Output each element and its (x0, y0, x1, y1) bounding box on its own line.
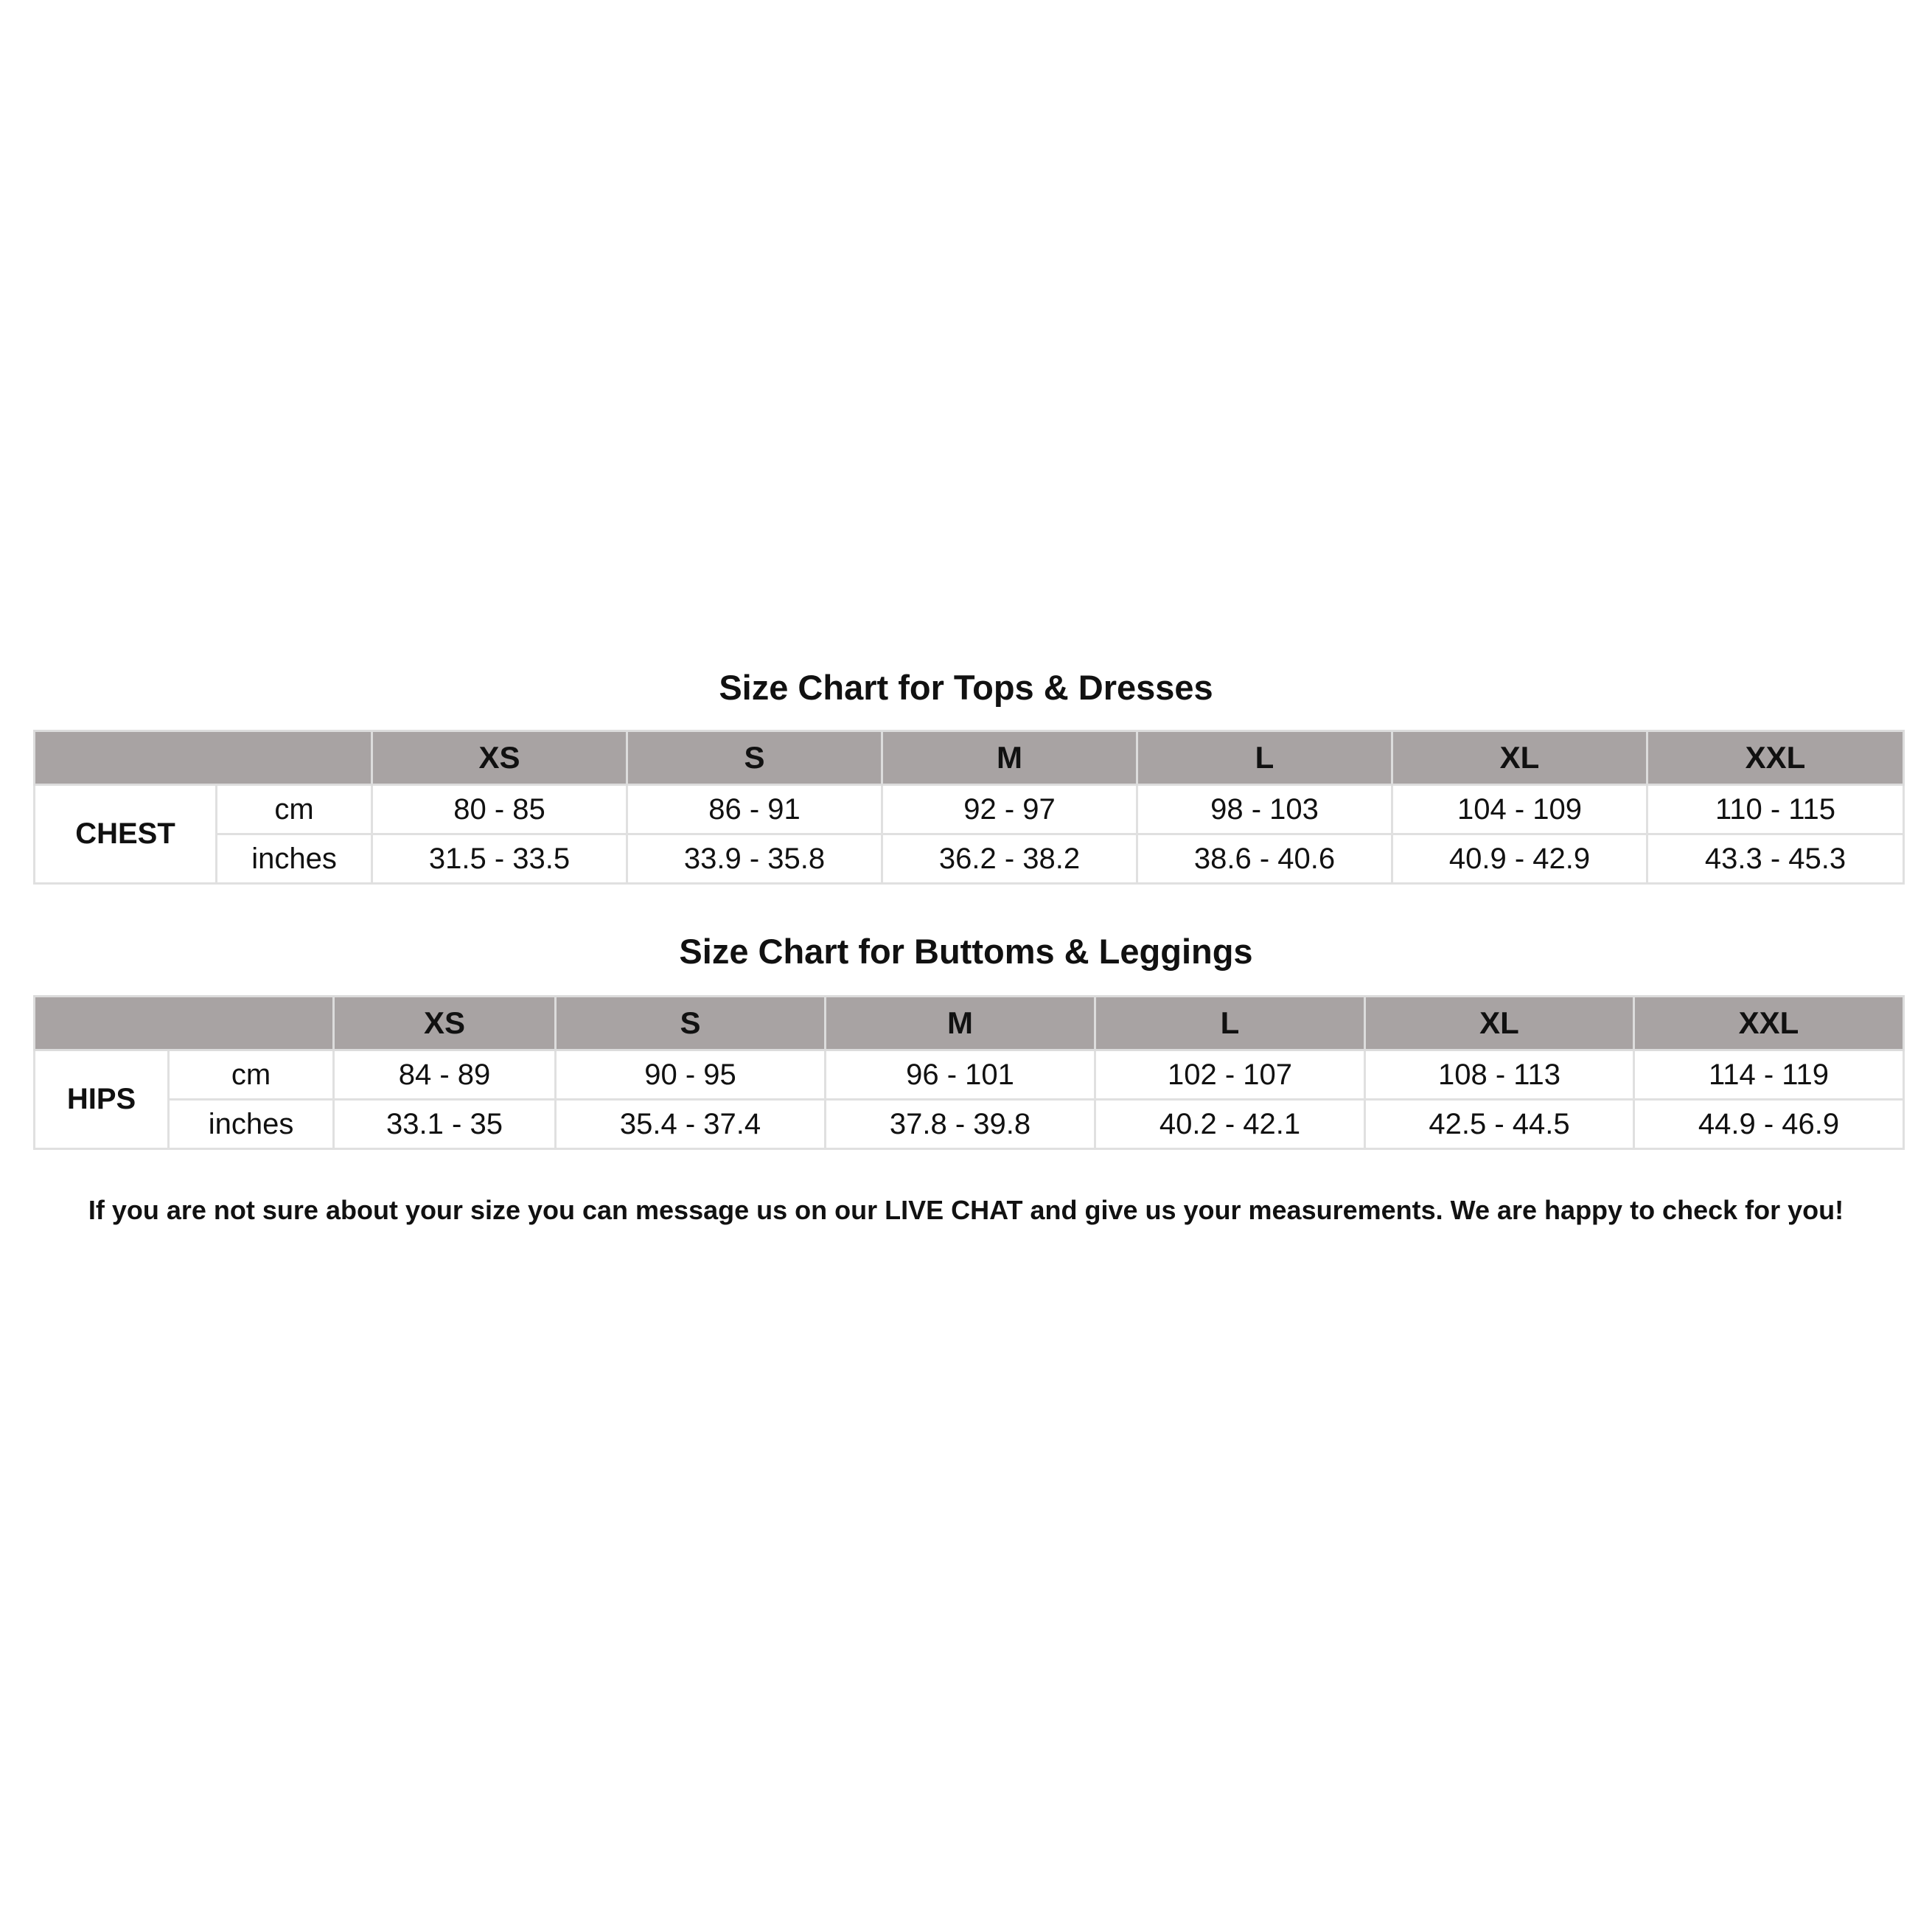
table-cell: 90 - 95 (556, 1050, 826, 1100)
bottoms-size-header: XL (1365, 997, 1634, 1050)
unit-label: cm (217, 785, 372, 834)
tops-measure-label: CHEST (35, 785, 217, 884)
size-help-note: If you are not sure about your size you can message us on our LIVE CHAT and give us your measurements. We are happy to check for you! (88, 1195, 1844, 1225)
table-cell: 36.2 - 38.2 (882, 834, 1137, 884)
tops-size-header: L (1137, 731, 1392, 785)
bottoms-chart-title: Size Chart for Buttoms & Leggings (679, 932, 1253, 971)
table-cell: 104 - 109 (1392, 785, 1647, 834)
unit-label: inches (217, 834, 372, 884)
bottoms-size-header: XS (334, 997, 556, 1050)
tops-chart-title: Size Chart for Tops & Dresses (719, 668, 1213, 707)
table-cell: 43.3 - 45.3 (1647, 834, 1904, 884)
table-cell: 84 - 89 (334, 1050, 556, 1100)
unit-label: inches (169, 1100, 334, 1149)
bottoms-size-header: S (556, 997, 826, 1050)
table-cell: 31.5 - 33.5 (372, 834, 627, 884)
table-cell: 110 - 115 (1647, 785, 1904, 834)
table-cell: 38.6 - 40.6 (1137, 834, 1392, 884)
unit-label: cm (169, 1050, 334, 1100)
tops-size-header: XXL (1647, 731, 1904, 785)
tops-cm-row (35, 785, 1904, 834)
bottoms-size-header: M (826, 997, 1095, 1050)
tops-size-table (33, 730, 1905, 885)
table-cell: 42.5 - 44.5 (1365, 1100, 1634, 1149)
table-cell: 37.8 - 39.8 (826, 1100, 1095, 1149)
table-cell: 80 - 85 (372, 785, 627, 834)
table-cell: 102 - 107 (1095, 1050, 1365, 1100)
bottoms-size-header: L (1095, 997, 1365, 1050)
table-cell: 86 - 91 (627, 785, 882, 834)
table-cell: 114 - 119 (1634, 1050, 1904, 1100)
table-cell: 40.2 - 42.1 (1095, 1100, 1365, 1149)
bottoms-header-row (35, 997, 1904, 1050)
tops-size-header: S (627, 731, 882, 785)
bottoms-cm-row (35, 1050, 1904, 1100)
table-cell: 40.9 - 42.9 (1392, 834, 1647, 884)
bottoms-inches-row (35, 1100, 1904, 1149)
tops-size-header: XL (1392, 731, 1647, 785)
bottoms-header-corner (35, 997, 334, 1050)
table-cell: 44.9 - 46.9 (1634, 1100, 1904, 1149)
table-cell: 96 - 101 (826, 1050, 1095, 1100)
table-cell: 92 - 97 (882, 785, 1137, 834)
tops-size-header: M (882, 731, 1137, 785)
table-cell: 98 - 103 (1137, 785, 1392, 834)
tops-header-corner (35, 731, 372, 785)
tops-size-header: XS (372, 731, 627, 785)
table-cell: 33.9 - 35.8 (627, 834, 882, 884)
bottoms-size-header: XXL (1634, 997, 1904, 1050)
table-cell: 35.4 - 37.4 (556, 1100, 826, 1149)
bottoms-measure-label: HIPS (35, 1050, 169, 1149)
tops-header-row (35, 731, 1904, 785)
bottoms-size-table (33, 995, 1905, 1150)
table-cell: 108 - 113 (1365, 1050, 1634, 1100)
table-cell: 33.1 - 35 (334, 1100, 556, 1149)
tops-inches-row (35, 834, 1904, 884)
